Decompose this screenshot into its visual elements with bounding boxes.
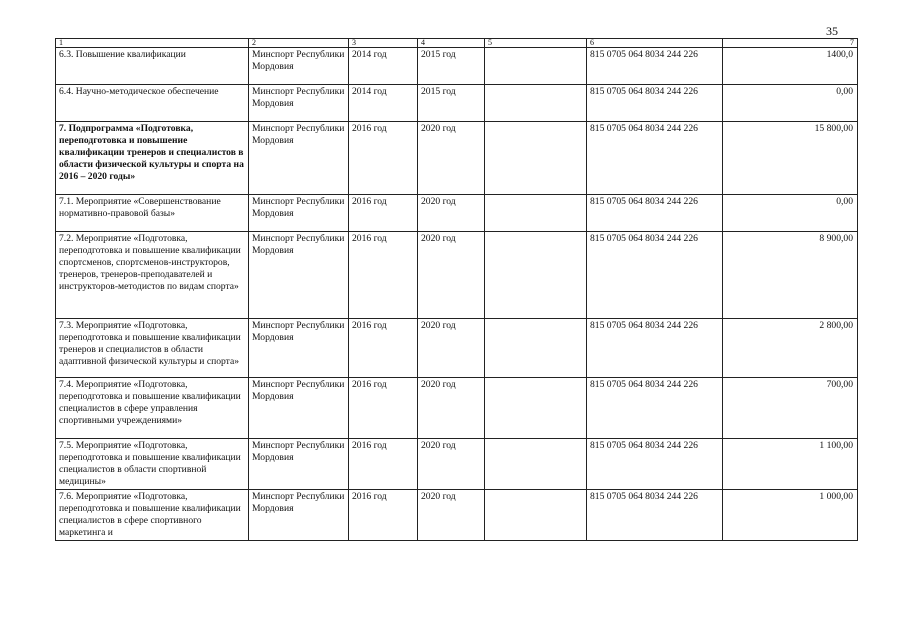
end-year: 2020 год [418, 439, 485, 490]
start-year: 2016 год [349, 490, 418, 541]
table-row [56, 232, 858, 319]
start-year: 2016 год [349, 439, 418, 490]
activity-name: 7.3. Мероприятие «Подготовка, переподготовка и повышение квалификации тренеров и специалистов в области адаптивной физической культуры и спорта» [56, 319, 249, 378]
budget-code: 815 0705 064 8034 244 226 [587, 195, 723, 232]
empty-cell [485, 378, 587, 439]
funding-amount: 1 000,00 [723, 490, 858, 541]
budget-code: 815 0705 064 8034 244 226 [587, 122, 723, 195]
end-year: 2015 год [418, 85, 485, 122]
table-row [56, 319, 858, 378]
column-number-4: 4 [418, 39, 485, 48]
column-number-6: 6 [587, 39, 723, 48]
table-row [56, 85, 858, 122]
activity-name: 7.5. Мероприятие «Подготовка, переподготовка и повышение квалификации специалистов в области спортивной медицины» [56, 439, 249, 490]
budget-code: 815 0705 064 8034 244 226 [587, 232, 723, 319]
budget-code: 815 0705 064 8034 244 226 [587, 378, 723, 439]
activity-name: 6.3. Повышение квалификации [56, 48, 249, 85]
executor: Минспорт Республики Мордовия [249, 378, 349, 439]
start-year: 2014 год [349, 85, 418, 122]
funding-amount: 8 900,00 [723, 232, 858, 319]
budget-code: 815 0705 064 8034 244 226 [587, 85, 723, 122]
budget-code: 815 0705 064 8034 244 226 [587, 48, 723, 85]
funding-amount: 0,00 [723, 85, 858, 122]
empty-cell [485, 195, 587, 232]
executor: Минспорт Республики Мордовия [249, 439, 349, 490]
empty-cell [485, 85, 587, 122]
activity-name: 6.4. Научно-методическое обеспечение [56, 85, 249, 122]
start-year: 2016 год [349, 232, 418, 319]
empty-cell [485, 490, 587, 541]
executor: Минспорт Республики Мордовия [249, 319, 349, 378]
executor: Минспорт Республики Мордовия [249, 85, 349, 122]
empty-cell [485, 48, 587, 85]
funding-amount: 700,00 [723, 378, 858, 439]
column-number-5: 5 [485, 39, 587, 48]
activity-name: 7.1. Мероприятие «Совершенствование нормативно-правовой базы» [56, 195, 249, 232]
table-row [56, 122, 858, 195]
funding-amount: 2 800,00 [723, 319, 858, 378]
executor: Минспорт Республики Мордовия [249, 122, 349, 195]
end-year: 2015 год [418, 48, 485, 85]
start-year: 2016 год [349, 319, 418, 378]
column-number-7: 7 [723, 39, 858, 48]
end-year: 2020 год [418, 232, 485, 319]
page-number: 35 [826, 24, 838, 38]
empty-cell [485, 439, 587, 490]
column-number-1: 1 [56, 39, 249, 48]
funding-amount: 15 800,00 [723, 122, 858, 195]
funding-amount: 1400,0 [723, 48, 858, 85]
start-year: 2016 год [349, 195, 418, 232]
executor: Минспорт Республики Мордовия [249, 490, 349, 541]
program-table-container [55, 38, 857, 541]
executor: Минспорт Республики Мордовия [249, 232, 349, 319]
budget-code: 815 0705 064 8034 244 226 [587, 439, 723, 490]
budget-code: 815 0705 064 8034 244 226 [587, 490, 723, 541]
executor: Минспорт Республики Мордовия [249, 48, 349, 85]
end-year: 2020 год [418, 122, 485, 195]
budget-code: 815 0705 064 8034 244 226 [587, 319, 723, 378]
empty-cell [485, 232, 587, 319]
start-year: 2016 год [349, 122, 418, 195]
funding-amount: 1 100,00 [723, 439, 858, 490]
funding-amount: 0,00 [723, 195, 858, 232]
activity-name: 7.6. Мероприятие «Подготовка, переподготовка и повышение квалификации специалистов в сфере спортивного маркетинга и [56, 490, 249, 541]
table-row [56, 439, 858, 490]
column-number-3: 3 [349, 39, 418, 48]
program-table [55, 38, 858, 541]
table-row [56, 378, 858, 439]
table-row [56, 195, 858, 232]
empty-cell [485, 319, 587, 378]
end-year: 2020 год [418, 319, 485, 378]
start-year: 2014 год [349, 48, 418, 85]
end-year: 2020 год [418, 195, 485, 232]
end-year: 2020 год [418, 378, 485, 439]
activity-name: 7.2. Мероприятие «Подготовка, переподготовка и повышение квалификации спортсменов, спортсменов-инструкторов, тренеров, тренеров-преподавателей и инструкторов-методистов по видам спорта» [56, 232, 249, 319]
column-number-2: 2 [249, 39, 349, 48]
column-number-row [56, 39, 858, 48]
table-row [56, 490, 858, 541]
start-year: 2016 год [349, 378, 418, 439]
empty-cell [485, 122, 587, 195]
subprogram-name: 7. Подпрограмма «Подготовка, переподготовка и повышение квалификации тренеров и специалистов в области физической культуры и спорта на 2016 – 2020 годы» [56, 122, 249, 195]
end-year: 2020 год [418, 490, 485, 541]
activity-name: 7.4. Мероприятие «Подготовка, переподготовка и повышение квалификации специалистов в сфере управления спортивными учреждениями» [56, 378, 249, 439]
table-row [56, 48, 858, 85]
executor: Минспорт Республики Мордовия [249, 195, 349, 232]
